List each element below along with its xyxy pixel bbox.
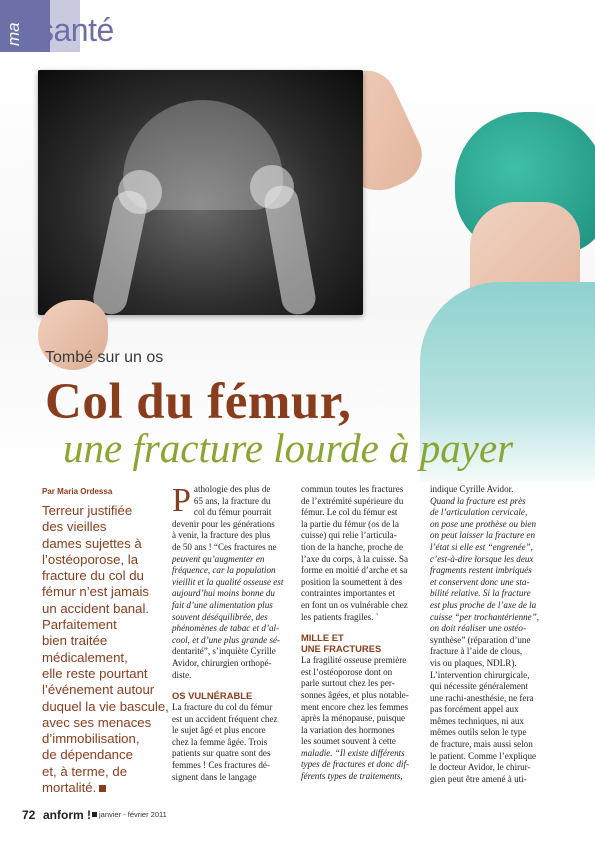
text-line: en font un os vulnérable chez xyxy=(301,599,408,610)
section-heading: OS VULNÉRABLE xyxy=(172,690,253,702)
text-line: aujourd’hui moins bonne du xyxy=(172,588,275,599)
text-line: tion de la hanche, proche de xyxy=(301,541,404,552)
text-line: La fragilité osseuse première xyxy=(301,655,407,666)
text-line: est l’ostéoporose dont on xyxy=(301,666,393,677)
end-square-icon xyxy=(99,785,106,792)
text-line: la partie du fémur (os de la xyxy=(301,518,399,529)
lead-line: Terreur justifiée xyxy=(42,503,133,518)
article-subtitle: une fracture lourde à payer xyxy=(63,425,514,471)
lead-line: avec ses menaces xyxy=(42,714,152,730)
lead-line: fracture du col du xyxy=(42,568,144,584)
text-line: et conservent donc une sta- xyxy=(430,576,530,587)
text-line: athologie des plus de xyxy=(193,484,271,494)
text-line: types de fractures et donc dif- xyxy=(301,759,410,770)
text-line: dentarité”, s’inquiète Cyrille xyxy=(172,646,276,657)
dropcap: P xyxy=(172,482,191,519)
article-title: Col du fémur, xyxy=(45,374,352,430)
text-line: fémur. Le col du fémur est xyxy=(301,507,398,518)
text-line: fracture à l’aide de clous, xyxy=(430,646,523,657)
text-line: La fracture du col du fémur xyxy=(172,702,273,713)
page-number: 72 xyxy=(22,808,36,822)
footer-separator-icon xyxy=(92,812,97,817)
text-line: parle surtout chez les per- xyxy=(301,678,395,689)
text-line: chez la femme âgée. Trois xyxy=(172,736,268,747)
xray-film xyxy=(38,70,363,315)
lead-line: l’événement autour xyxy=(42,682,155,698)
lead-line: dames sujettes à xyxy=(42,535,142,551)
text-line: indique Cyrille Avidor. xyxy=(430,484,514,494)
lead-line: un accident banal. xyxy=(42,600,150,616)
text-line: gien peut être amené à uti- xyxy=(430,773,527,784)
text-line: signent dans le langage xyxy=(172,771,257,782)
paragraph xyxy=(172,702,288,783)
text-line: férents types de traitements, xyxy=(301,771,403,782)
text-line: le patient. Comme l’explique xyxy=(430,750,537,761)
text-line: position la soumettent à des xyxy=(301,576,403,587)
text-line: forme en moitié d’arche et sa xyxy=(301,565,408,576)
lead-line: bien traitée xyxy=(42,633,108,649)
text-line: synthèse” (réparation d’une xyxy=(430,634,531,645)
text-line: de l’extrémité supérieure du xyxy=(301,495,404,506)
text-line: pas forcément appel aux xyxy=(430,704,519,715)
lead-line: fémur n’est jamais xyxy=(42,584,150,600)
text-line: mêmes outils selon le type xyxy=(430,727,527,738)
text-line: cuisse “per trochantérienne”, xyxy=(430,611,540,622)
lead-line: l’ostéoporose, la xyxy=(42,551,139,567)
section-heading: UNE FRACTURES xyxy=(301,643,382,655)
text-line: fait d’une alimentation plus xyxy=(172,599,273,610)
femoral-head-left xyxy=(118,170,162,214)
text-line: diste. xyxy=(172,669,192,680)
text-line: qui nécessite généralement xyxy=(430,681,528,692)
body-column-2 xyxy=(301,484,417,783)
text-line: le docteur Avidor, le chirur- xyxy=(430,762,531,773)
text-line: patients sur quatre sont des xyxy=(172,748,271,759)
text-line: à venir, la fracture des plus xyxy=(172,530,271,541)
text-line: commun toutes les fractures xyxy=(301,484,404,494)
issue-date: janvier - février 2011 xyxy=(99,810,167,819)
text-line: vieillit et la qualité osseuse est xyxy=(172,576,284,587)
text-line: devenir pour les générations xyxy=(172,518,275,529)
text-line: on doit réaliser une ostéo- xyxy=(430,623,526,634)
text-line: L’intervention chirurgicale, xyxy=(430,669,530,680)
lead-line: de dépendance xyxy=(42,747,133,763)
text-line: cuisse) qui relie l’articula- xyxy=(301,530,397,541)
text-line: femmes ! Ces fractures dé- xyxy=(172,760,270,771)
body-column-3 xyxy=(430,484,558,785)
text-line: c’est-à-dire lorsque les deux xyxy=(430,553,534,564)
text-line: est plus proche de l’axe de la xyxy=(430,599,537,610)
text-line: ment encore chez les femmes xyxy=(301,701,409,712)
text-line: cool, et d’une plus grande sé- xyxy=(172,634,281,645)
text-line: peuvent qu’augmenter en xyxy=(172,553,265,564)
lead-line-last xyxy=(42,780,160,796)
text-line: vis ou plaques, NDLR). xyxy=(430,657,517,668)
lead-line: et, à terme, de xyxy=(42,763,128,779)
paragraph xyxy=(172,519,288,681)
text-line: fréquence, car la population xyxy=(172,565,276,576)
lead-paragraph xyxy=(42,503,169,796)
text-line: de l’articulation cervicale, xyxy=(430,507,528,518)
lead-line: médicalement, xyxy=(42,649,128,665)
article-kicker: Tombé sur un os xyxy=(45,349,164,366)
text-line: le sujet âgé et plus encore xyxy=(172,725,266,736)
paragraph xyxy=(301,655,417,783)
text-line: de fracture, mais aussi selon xyxy=(430,739,533,750)
lead-line: d’immobilisation, xyxy=(42,731,140,747)
lead-line: elle reste pourtant xyxy=(42,665,148,681)
text-line: col du fémur pourrait xyxy=(193,507,272,518)
text-line: contraintes importantes et xyxy=(301,588,395,599)
text-line: une rachi-anesthésie, ne fera xyxy=(430,692,534,703)
lead-line: duquel la vie bascule, xyxy=(42,698,169,714)
text-line: de 50 ans ! “Ces fractures ne xyxy=(172,541,277,552)
body-column-1 xyxy=(172,484,288,783)
text-line: on peut laisser la fracture en xyxy=(430,530,535,541)
text-line: souvent déséquilibrée, des xyxy=(172,611,268,622)
lead-line: Parfaitement xyxy=(42,617,117,633)
text-line: est un accident fréquent chez xyxy=(172,713,278,724)
text-line: Quand la fracture est près xyxy=(430,495,526,506)
text-line: on pose une prothèse ou bien xyxy=(430,518,536,529)
text-line: 65 ans, la fracture du xyxy=(193,495,271,506)
text-line: Avidor, chirurgien orthopé- xyxy=(172,657,272,668)
text-line: la variation des hormones xyxy=(301,724,395,735)
magazine-name: anform ! xyxy=(43,808,91,822)
paragraph xyxy=(430,484,558,785)
text-line: maladie. “Il existe différents xyxy=(301,747,405,758)
text-line: les soumet souvent à cette xyxy=(301,736,396,747)
section-name: santé xyxy=(38,12,114,48)
text-line: mêmes techniques, ni aux xyxy=(430,715,524,726)
paragraph xyxy=(301,484,417,623)
text-line: fragments restent imbriqués xyxy=(430,565,532,576)
text-line: les patients fragiles. ` xyxy=(301,611,379,622)
femoral-head-right xyxy=(250,165,294,209)
byline: Par Maria Ordessa xyxy=(42,487,113,496)
text-line: phénomènes de tabac et d’al- xyxy=(172,623,280,634)
text-line: l’axe du corps, à la cuisse. Sa xyxy=(301,553,409,564)
lead-line-text: mortalité. xyxy=(42,780,97,796)
text-line: l’état si elle est “engrenée”, xyxy=(430,541,533,552)
section-prefix: ma xyxy=(4,22,23,46)
text-line: bilité relative. Si la fracture xyxy=(430,588,531,599)
section-heading: MILLE ET xyxy=(301,632,344,644)
lead-line: des vieilles xyxy=(42,519,107,535)
text-line: sonnes âgées, et plus notable- xyxy=(301,689,409,700)
text-line: après la ménopause, puisque xyxy=(301,713,406,724)
dropcap-paragraph xyxy=(172,484,288,519)
